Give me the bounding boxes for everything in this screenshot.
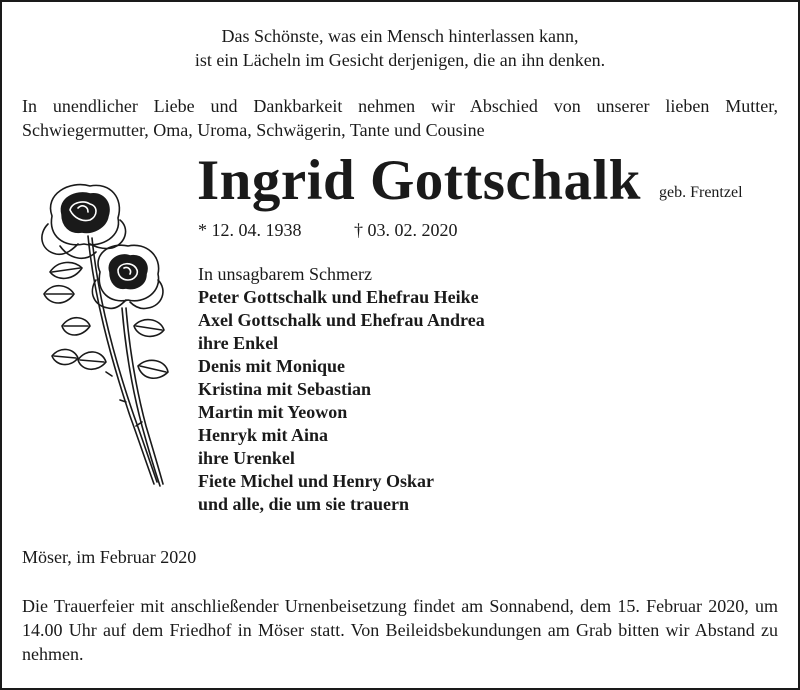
mourner-line: Kristina mit Sebastian: [198, 379, 372, 399]
mourner-line: Martin mit Yeowon: [198, 402, 348, 422]
rose-leaf-6-vein: [140, 366, 166, 372]
life-dates: [198, 218, 458, 242]
rose-leaf-1-vein: [52, 268, 80, 272]
rose-bloom-bottom: [92, 245, 163, 308]
motto-line-1: Das Schönste, was ein Mensch hinterlassen kann,: [221, 26, 579, 46]
rose-leaf-5-vein: [80, 360, 104, 362]
deceased-name: Ingrid Gottschalk: [197, 149, 641, 212]
deceased-name-row: [197, 148, 787, 214]
rose-leaf-7-vein: [54, 356, 76, 358]
mourner-line: Denis mit Monique: [198, 356, 346, 376]
birth-date: * 12. 04. 1938: [198, 220, 302, 240]
funeral-service-info: Die Trauerfeier mit anschließender Urnenbeisetzung findet am Sonnabend, dem 15. Februar 2020, um 14.00 Uhr auf dem Friedhof in Möser statt. Von Beileidsbekundungen am Grab bitten wir Abstand zu nehmen.: [22, 596, 778, 664]
intro-line-1: In unendlicher Liebe und Dankbarkeit nehmen wir Abschied von unserer lieben Mutter,: [22, 96, 778, 116]
maiden-name: geb. Frentzel: [659, 184, 743, 201]
mourner-line: und alle, die um sie trauern: [198, 494, 410, 514]
intro-line-2: Schwiegermutter, Oma, Uroma, Schwägerin, Tante und Cousine: [22, 120, 485, 140]
mourner-line: ihre Urenkel: [198, 448, 295, 468]
mourners-list: [198, 263, 485, 516]
rose-thorn-1: [106, 372, 112, 376]
rose-bloom-top: [42, 185, 126, 259]
mourner-line: Henryk mit Aina: [198, 425, 329, 445]
intro-text: [22, 94, 778, 142]
mourner-line: Fiete Michel und Henry Oskar: [198, 471, 434, 491]
rose-leaf-4-vein: [136, 326, 162, 330]
motto-quote: [0, 24, 800, 72]
place-and-date: Möser, im Februar 2020: [22, 547, 197, 567]
death-date: † 03. 02. 2020: [354, 220, 458, 240]
motto-line-2: ist ein Lächeln im Gesicht derjenigen, die an ihn denken.: [194, 50, 606, 70]
mourner-line: Axel Gottschalk und Ehefrau Andrea: [198, 310, 485, 330]
mourners-heading: In unsagbarem Schmerz: [198, 264, 372, 284]
mourner-line: Peter Gottschalk und Ehefrau Heike: [198, 287, 479, 307]
mourner-line: ihre Enkel: [198, 333, 279, 353]
rose-icon: [30, 176, 180, 492]
